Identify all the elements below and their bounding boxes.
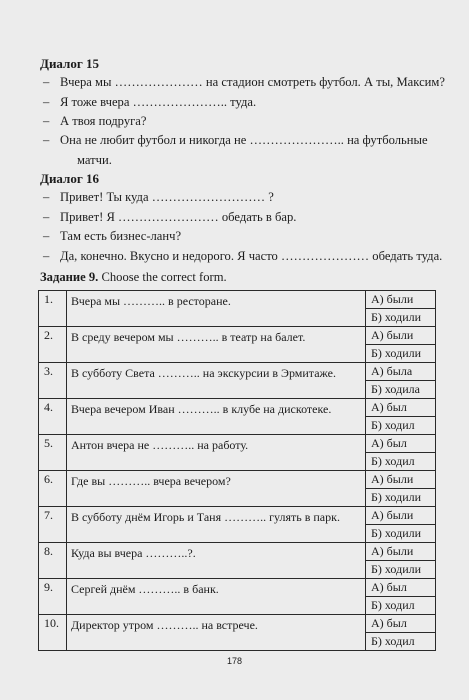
row-number: 6. xyxy=(39,471,67,507)
row-sentence: Куда вы вчера ………..?. xyxy=(67,543,366,579)
row-sentence: Сергей днём ……….. в банк. xyxy=(67,579,366,615)
exercise-table xyxy=(38,290,436,651)
option-b: Б) ходили xyxy=(366,561,436,579)
row-sentence: Вчера мы ……….. в ресторане. xyxy=(67,291,366,327)
table-row xyxy=(39,363,436,381)
dialog-15-line: – Я тоже вчера ………………….. туда. xyxy=(43,95,257,109)
table-row xyxy=(39,615,436,633)
task-title xyxy=(40,270,227,285)
row-number: 1. xyxy=(39,291,67,327)
row-number: 7. xyxy=(39,507,67,543)
option-a: А) были xyxy=(366,471,436,489)
dialog-15-line: – Она не любит футбол и никогда не ………………….. на футбольные xyxy=(43,133,428,147)
option-a: А) был xyxy=(366,435,436,453)
dialog-15-continuation: матчи. xyxy=(77,153,112,167)
task-label: Задание 9. xyxy=(40,270,99,284)
dialog-16-line: – Да, конечно. Вкусно и недорого. Я часто ………………… обедать туда. xyxy=(43,249,443,263)
option-b: Б) ходила xyxy=(366,381,436,399)
option-b: Б) ходил xyxy=(366,597,436,615)
option-a: А) был xyxy=(366,615,436,633)
dialog-15-line: – А твоя подруга? xyxy=(43,114,147,128)
option-b: Б) ходили xyxy=(366,309,436,327)
table-row xyxy=(39,543,436,561)
dialog-16-title: Диалог 16 xyxy=(40,171,99,186)
option-b: Б) ходили xyxy=(366,489,436,507)
row-sentence: В среду вечером мы ……….. в театр на балет. xyxy=(67,327,366,363)
option-b: Б) ходили xyxy=(366,525,436,543)
dialog-16-line: – Привет! Ты куда ……………………… ? xyxy=(43,190,274,204)
row-sentence: В субботу Света ……….. на экскурсии в Эрмитаже. xyxy=(67,363,366,399)
dialog-16-line: – Привет! Я …………………… обедать в бар. xyxy=(43,210,297,224)
table-row xyxy=(39,399,436,417)
row-number: 9. xyxy=(39,579,67,615)
row-number: 8. xyxy=(39,543,67,579)
row-number: 2. xyxy=(39,327,67,363)
table-row xyxy=(39,507,436,525)
option-b: Б) ходил xyxy=(366,633,436,651)
dialog-16-line: – Там есть бизнес-ланч? xyxy=(43,229,182,243)
option-a: А) был xyxy=(366,399,436,417)
row-sentence: В субботу днём Игорь и Таня ……….. гулять в парк. xyxy=(67,507,366,543)
table-row xyxy=(39,327,436,345)
table-row xyxy=(39,291,436,309)
option-a: А) был xyxy=(366,579,436,597)
row-sentence: Где вы ……….. вчера вечером? xyxy=(67,471,366,507)
option-a: А) были xyxy=(366,291,436,309)
row-sentence: Вчера вечером Иван ……….. в клубе на дискотеке. xyxy=(67,399,366,435)
option-a: А) были xyxy=(366,507,436,525)
page-number: 178 xyxy=(226,656,243,666)
row-number: 3. xyxy=(39,363,67,399)
option-b: Б) ходили xyxy=(366,345,436,363)
option-a: А) были xyxy=(366,543,436,561)
table-row xyxy=(39,435,436,453)
row-number: 5. xyxy=(39,435,67,471)
task-instruction: Choose the correct form. xyxy=(101,270,227,284)
dialog-15-line: – Вчера мы ………………… на стадион смотреть футбол. А ты, Максим? xyxy=(43,75,445,89)
dialog-15-title: Диалог 15 xyxy=(40,56,99,71)
row-sentence: Директор утром ……….. на встрече. xyxy=(67,615,366,651)
row-sentence: Антон вчера не ……….. на работу. xyxy=(67,435,366,471)
option-a: А) была xyxy=(366,363,436,381)
row-number: 10. xyxy=(39,615,67,651)
option-a: А) были xyxy=(366,327,436,345)
table-row xyxy=(39,579,436,597)
row-number: 4. xyxy=(39,399,67,435)
table-row xyxy=(39,471,436,489)
option-b: Б) ходил xyxy=(366,453,436,471)
option-b: Б) ходил xyxy=(366,417,436,435)
